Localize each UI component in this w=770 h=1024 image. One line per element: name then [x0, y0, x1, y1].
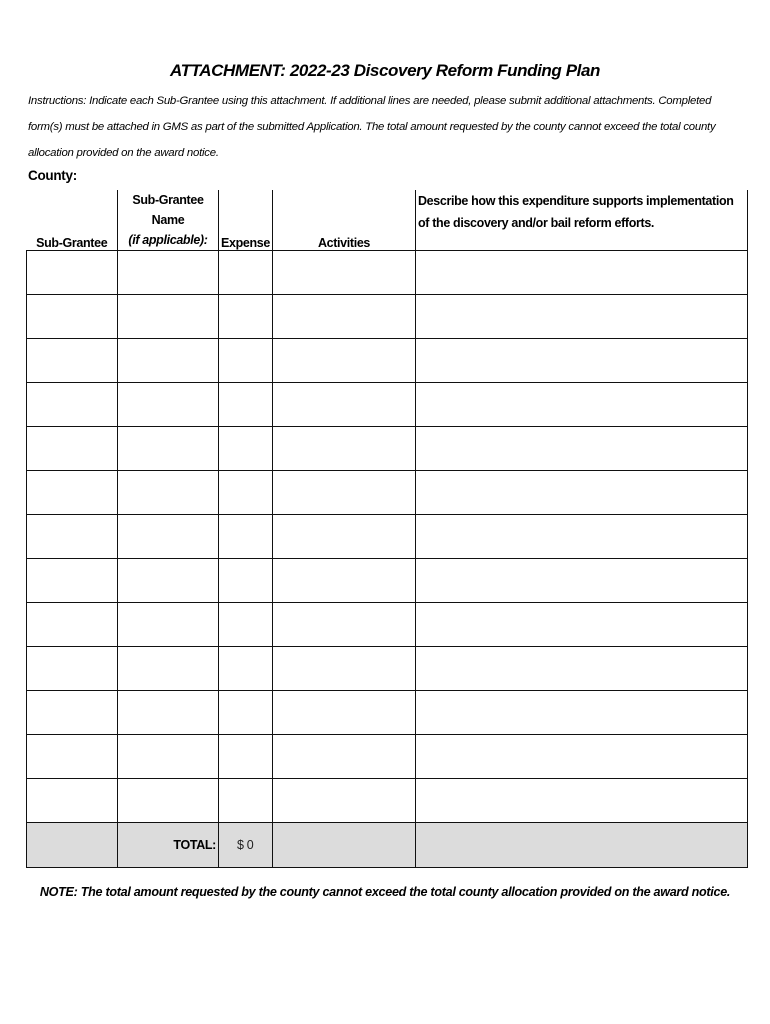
sub-grantee-name-cell[interactable]	[118, 251, 219, 295]
header-sub-grantee-label: Sub-Grantee	[36, 236, 108, 250]
activities-cell[interactable]	[273, 559, 416, 603]
expense-cell[interactable]	[219, 691, 273, 735]
total-label: TOTAL:	[118, 823, 219, 868]
table-row	[27, 691, 748, 735]
sub-grantee-name-cell[interactable]	[118, 471, 219, 515]
header-description-label: Describe how this expenditure supports implementation of the discovery and/or bail reform efforts.	[418, 194, 734, 230]
sub-grantee-cell[interactable]	[27, 471, 118, 515]
activities-cell[interactable]	[273, 471, 416, 515]
sub-grantee-name-cell[interactable]	[118, 779, 219, 823]
if-applicable-text: (if applicable):	[128, 233, 208, 247]
expense-cell[interactable]	[219, 339, 273, 383]
description-cell[interactable]	[416, 515, 748, 559]
expense-cell[interactable]	[219, 779, 273, 823]
sub-grantee-cell[interactable]	[27, 295, 118, 339]
sub-grantee-cell[interactable]	[27, 779, 118, 823]
sub-grantee-name-cell[interactable]	[118, 603, 219, 647]
sub-grantee-name-cell[interactable]	[118, 295, 219, 339]
description-cell[interactable]	[416, 251, 748, 295]
sub-grantee-name-cell[interactable]	[118, 427, 219, 471]
sub-grantee-cell[interactable]	[27, 383, 118, 427]
activities-cell[interactable]	[273, 515, 416, 559]
total-row	[27, 823, 748, 868]
funding-plan-table	[26, 190, 748, 868]
header-expense-label: Expense	[221, 236, 270, 250]
sub-grantee-cell[interactable]	[27, 559, 118, 603]
expense-cell[interactable]	[219, 559, 273, 603]
table-row	[27, 251, 748, 295]
header-activities-label: Activities	[317, 236, 371, 250]
description-cell[interactable]	[416, 383, 748, 427]
expense-cell[interactable]	[219, 647, 273, 691]
sub-grantee-name-cell[interactable]	[118, 559, 219, 603]
expense-cell[interactable]	[219, 603, 273, 647]
sub-grantee-cell[interactable]	[27, 339, 118, 383]
description-cell[interactable]	[416, 691, 748, 735]
header-expense	[219, 190, 273, 251]
total-description-cell	[416, 823, 748, 868]
sub-grantee-cell[interactable]	[27, 427, 118, 471]
table-row	[27, 339, 748, 383]
description-cell[interactable]	[416, 295, 748, 339]
activities-cell[interactable]	[273, 427, 416, 471]
table-body	[27, 251, 748, 823]
description-cell[interactable]	[416, 427, 748, 471]
sub-grantee-name-cell[interactable]	[118, 515, 219, 559]
table-row	[27, 647, 748, 691]
description-cell[interactable]	[416, 603, 748, 647]
instructions-text: Instructions: Indicate each Sub-Grantee using this attachment. If additional lines are needed, please submit additional attachments. Completed form(s) must be attached in GMS as part of the submitted Application. The total amount requested by the county cannot exceed the total county allocation provided on the award notice.	[28, 95, 716, 159]
expense-cell[interactable]	[219, 427, 273, 471]
total-empty-cell	[27, 823, 118, 868]
activities-cell[interactable]	[273, 647, 416, 691]
table-row	[27, 559, 748, 603]
total-activities-cell	[273, 823, 416, 868]
activities-cell[interactable]	[273, 295, 416, 339]
expense-cell[interactable]	[219, 735, 273, 779]
county-label: County:	[28, 168, 77, 183]
description-cell[interactable]	[416, 471, 748, 515]
header-if-applicable-label	[118, 230, 218, 250]
description-cell[interactable]	[416, 779, 748, 823]
page-title: ATTACHMENT: 2022-23 Discovery Reform Funding Plan	[169, 61, 601, 80]
expense-cell[interactable]	[219, 383, 273, 427]
activities-cell[interactable]	[273, 383, 416, 427]
description-cell[interactable]	[416, 559, 748, 603]
table-row	[27, 515, 748, 559]
expense-cell[interactable]	[219, 515, 273, 559]
sub-grantee-name-cell[interactable]	[118, 383, 219, 427]
header-sub-grantee-name	[118, 190, 219, 251]
expense-cell[interactable]	[219, 295, 273, 339]
header-description	[416, 190, 748, 251]
note-text: NOTE: The total amount requested by the county cannot exceed the total county allocation provided on the award notice.	[39, 885, 731, 899]
sub-grantee-cell[interactable]	[27, 603, 118, 647]
sub-grantee-name-cell[interactable]	[118, 339, 219, 383]
activities-cell[interactable]	[273, 603, 416, 647]
sub-grantee-cell[interactable]	[27, 735, 118, 779]
sub-grantee-name-cell[interactable]	[118, 735, 219, 779]
table-row	[27, 603, 748, 647]
table-row	[27, 427, 748, 471]
sub-grantee-name-cell[interactable]	[118, 647, 219, 691]
activities-cell[interactable]	[273, 339, 416, 383]
sub-grantee-cell[interactable]	[27, 691, 118, 735]
activities-cell[interactable]	[273, 251, 416, 295]
table-row	[27, 383, 748, 427]
header-activities	[273, 190, 416, 251]
description-cell[interactable]	[416, 647, 748, 691]
total-value: $ 0	[219, 823, 273, 868]
table-row	[27, 471, 748, 515]
table-row	[27, 735, 748, 779]
table-header-row	[27, 190, 748, 251]
header-sub-grantee-name-label: Sub-Grantee Name	[132, 193, 204, 227]
expense-cell[interactable]	[219, 251, 273, 295]
activities-cell[interactable]	[273, 735, 416, 779]
sub-grantee-cell[interactable]	[27, 515, 118, 559]
activities-cell[interactable]	[273, 691, 416, 735]
sub-grantee-cell[interactable]	[27, 251, 118, 295]
header-sub-grantee	[27, 190, 118, 251]
activities-cell[interactable]	[273, 779, 416, 823]
expense-cell[interactable]	[219, 471, 273, 515]
description-cell[interactable]	[416, 735, 748, 779]
sub-grantee-cell[interactable]	[27, 647, 118, 691]
table-row	[27, 295, 748, 339]
sub-grantee-name-cell[interactable]	[118, 691, 219, 735]
description-cell[interactable]	[416, 339, 748, 383]
table-row	[27, 779, 748, 823]
